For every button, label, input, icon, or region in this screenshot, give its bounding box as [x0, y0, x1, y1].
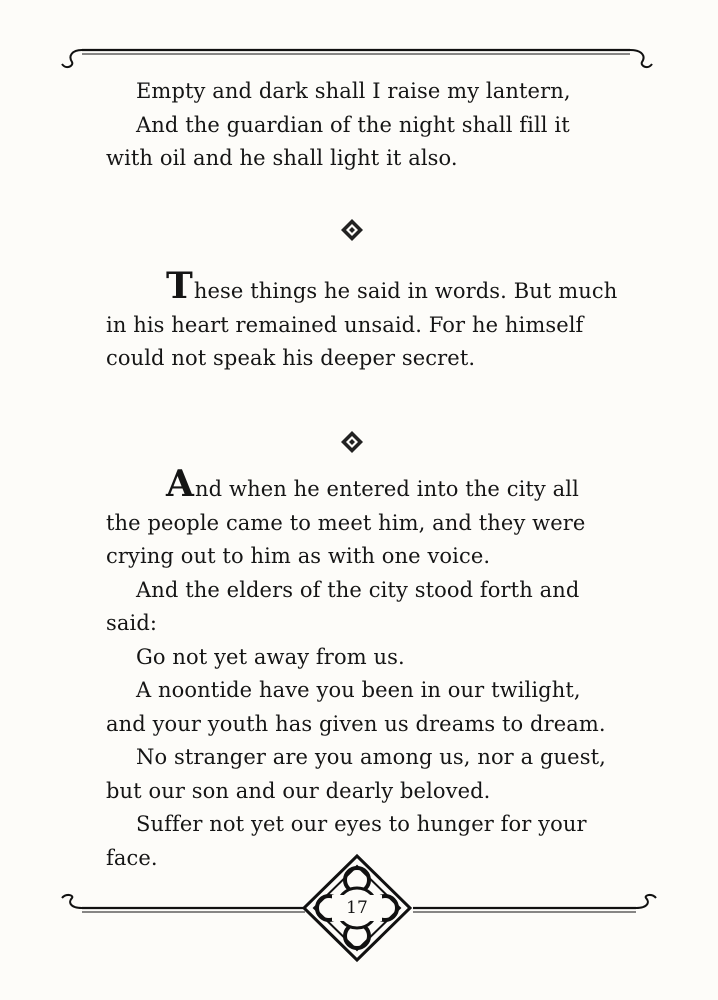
bottom-border-rule-right: [413, 892, 658, 924]
prose-block-city: [106, 463, 618, 875]
bottom-border-rule-left: [60, 892, 305, 924]
paragraph-text: nd when he entered into the city all the people came to meet him, and they were crying out to him as with one voice.: [106, 477, 586, 568]
drop-cap: A: [166, 463, 195, 505]
drop-cap: T: [166, 265, 193, 307]
prose-block-unsaid: [106, 265, 618, 376]
diamond-dingbat-icon: [340, 430, 364, 454]
paragraph: Suffer not yet our eyes to hunger for your face.: [106, 812, 587, 870]
paragraph: [106, 265, 618, 376]
paragraph-text: hese things he said in words. But much in his heart remained unsaid. For he himself could not speak his deeper secret.: [106, 279, 618, 370]
top-border-rule: [60, 40, 655, 76]
paragraph: And the elders of the city stood forth and said:: [106, 577, 580, 635]
paragraph: A noontide have you been in our twilight, and your youth has given us dreams to dream.: [106, 678, 606, 736]
page-number: 17: [332, 895, 382, 921]
verse-block-lantern: [106, 75, 618, 176]
paragraph: No stranger are you among us, nor a guest, but our son and our dearly beloved.: [106, 745, 606, 803]
paragraph: [106, 463, 618, 574]
verse-line: Empty and dark shall I raise my lantern,: [136, 79, 571, 103]
diamond-dingbat-icon: [340, 218, 364, 242]
verse-line: And the guardian of the night shall fill it with oil and he shall light it also.: [106, 112, 570, 170]
paragraph: Go not yet away from us.: [136, 644, 405, 669]
